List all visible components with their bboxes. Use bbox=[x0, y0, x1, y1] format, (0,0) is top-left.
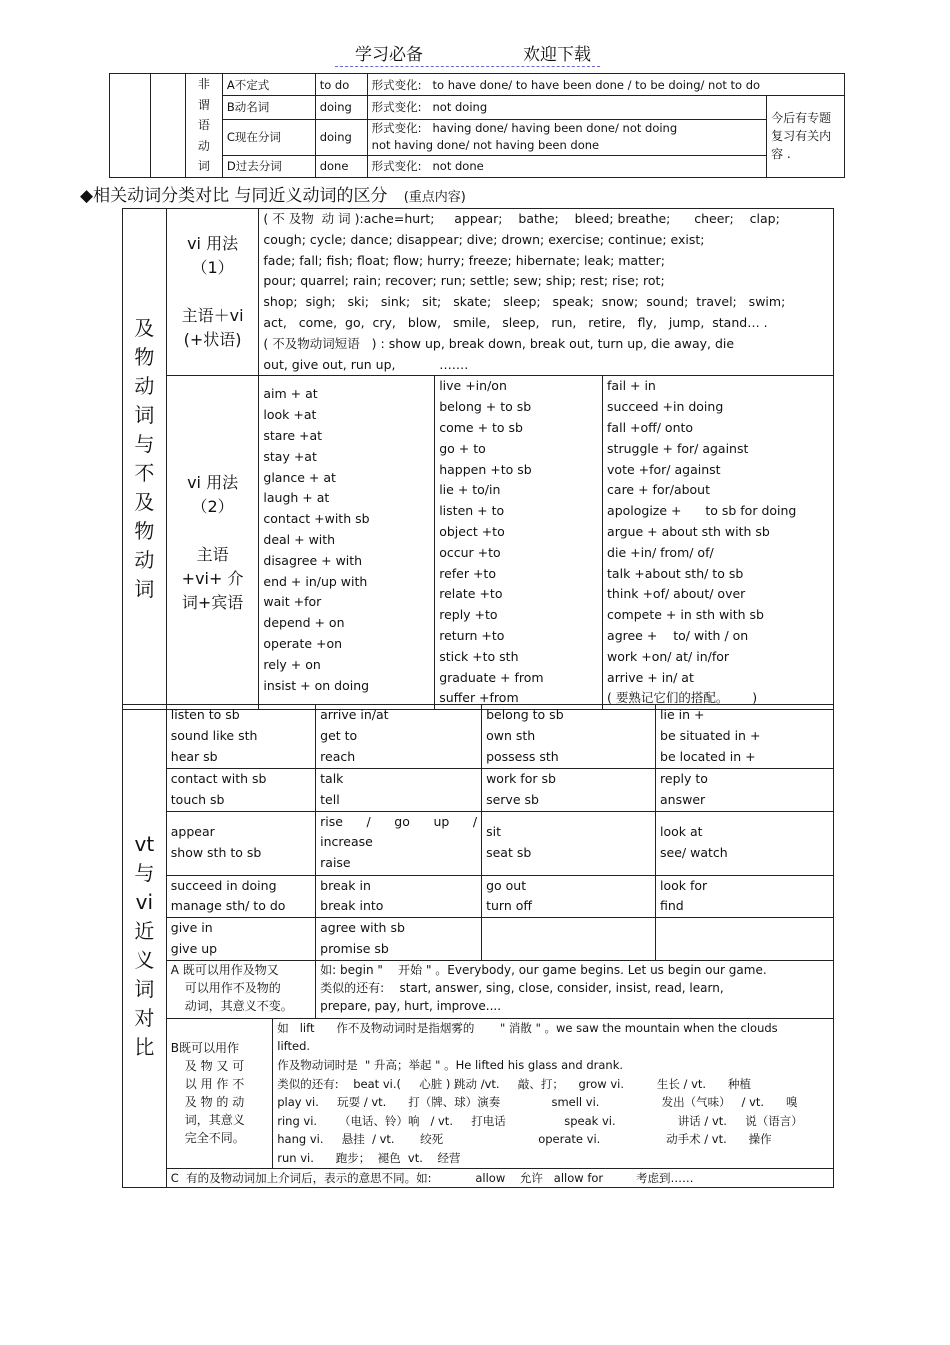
grid-cell: belong to sb own sth possess sth bbox=[482, 705, 656, 769]
list-item: relate +to bbox=[439, 586, 503, 602]
list-item: agree + to/ with / on bbox=[607, 627, 749, 643]
grid-cell: lie in + be situated in + be located in + bbox=[656, 705, 834, 769]
section-title: ◆相关动词分类对比 与同近义动词的区分 (重点内容) bbox=[80, 186, 466, 206]
nonfinite-name: D过去分词 bbox=[222, 155, 315, 177]
header-underline bbox=[335, 66, 600, 67]
list-item: fail + in bbox=[607, 378, 656, 394]
nonfinite-change: 形式变化: to have done/ to have been done / to be doing/ not to do bbox=[367, 74, 844, 96]
grid-cell: give in give up bbox=[166, 918, 315, 961]
list-item: aim + at bbox=[263, 386, 318, 402]
grid-cell: sit seat sb bbox=[482, 811, 656, 875]
grid-cell: appear show sth to sb bbox=[166, 811, 315, 875]
nonfinite-form: to do bbox=[315, 74, 367, 96]
list-item: reply +to bbox=[439, 607, 498, 623]
nonfinite-change: 形式变化: not doing bbox=[367, 96, 766, 120]
list-item: stay +at bbox=[263, 448, 317, 464]
list-item: go + to bbox=[439, 440, 486, 456]
type-a-label: A 既可以用作及物又 可以用作不及物的 动词，其意义不变。 bbox=[166, 960, 315, 1018]
list-item: think +of/ about/ over bbox=[607, 586, 746, 602]
grid-cell: succeed in doing manage sth/ to do bbox=[166, 875, 315, 918]
list-item: fall +off/ onto bbox=[607, 419, 694, 435]
type-a-content: 如: begin " 开始 " 。Everybody, our game begins. Let us begin our game. 类似的还有: start, answer, sing, close, consider, insist, read, learn, prepare, pay, hurt, improve.... bbox=[316, 960, 834, 1018]
grid-cell: look at see/ watch bbox=[656, 811, 834, 875]
list-item: compete + in sth with sb bbox=[607, 607, 764, 623]
list-item: disagree + with bbox=[263, 552, 363, 568]
type-b-content: 如 lift 作不及物动词时是指烟雾的 " 消散 " 。we saw the mountain when the clouds lifted. 作及物动词时是 " 升高；举起 " 。He lifted his glass and drank. 类似的还有: beat vi.( 心脏 ) 跳动 /vt. 敲、打； grow vi. 生长 / vt. 种植 play vi. 玩耍 / vt. 打（牌、球）演奏 smell vi. 发出（气味） / vt. 嗅 ring vi. （电话、铃）响 / vt. 打电话 speak vi. 讲话 / vt. 说（语言） hang vi. 悬挂 / vt. 绞死 operate vi. 动手术 / vt. 操作 run vi. 跑步； 褪色 vt. 经营 bbox=[273, 1018, 834, 1168]
list-item: suffer +from bbox=[439, 690, 519, 706]
part2-vertical-label: vt 与 vi 近 义 词 对 比 bbox=[123, 705, 167, 1188]
header-left: 学习必备 bbox=[355, 45, 423, 65]
nonfinite-label: 非 谓 语 动 词 bbox=[185, 74, 222, 178]
nonfinite-form: doing bbox=[315, 96, 367, 120]
nonfinite-form: doing bbox=[315, 119, 367, 155]
list-item: belong + to sb bbox=[439, 399, 532, 415]
grid-cell bbox=[656, 918, 834, 961]
nonfinite-change: 形式变化: not done bbox=[367, 155, 766, 177]
grid-cell: look for find bbox=[656, 875, 834, 918]
list-item: stare +at bbox=[263, 427, 323, 443]
part1-vertical-label: 及 物 动 词 与 不 及 物 动 词 bbox=[123, 209, 167, 710]
grid-cell bbox=[482, 918, 656, 961]
list-item: glance + at bbox=[263, 469, 336, 485]
list-item: return +to bbox=[439, 627, 505, 643]
list-item: insist + on doing bbox=[263, 677, 370, 693]
vi2-col1 bbox=[259, 376, 435, 710]
vt-vi-table bbox=[122, 704, 834, 1188]
list-item: contact +with sb bbox=[263, 511, 370, 527]
nonfinite-note: 今后有专题复习有关内容 . bbox=[767, 96, 845, 178]
list-item: talk +about sth/ to sb bbox=[607, 565, 744, 581]
vi2-label: vi 用法 （2） 主语 +vi+ 介 词+宾语 bbox=[166, 376, 259, 710]
list-item: listen + to bbox=[439, 503, 505, 519]
blank-cell bbox=[150, 74, 185, 178]
grid-cell: talk tell bbox=[316, 769, 482, 812]
list-item: die +in/ from/ of/ bbox=[607, 544, 714, 560]
list-item: lie + to/in bbox=[439, 482, 501, 498]
grid-cell: rise / go up / increase raise bbox=[316, 811, 482, 875]
list-item: live +in/on bbox=[439, 378, 507, 394]
header-right: 欢迎下载 bbox=[523, 45, 591, 65]
list-item: vote +for/ against bbox=[607, 461, 721, 477]
list-item: happen +to sb bbox=[439, 461, 532, 477]
nonfinite-form: done bbox=[315, 155, 367, 177]
list-item: laugh + at bbox=[263, 490, 330, 506]
list-item: struggle + for/ against bbox=[607, 440, 749, 456]
list-item: graduate + from bbox=[439, 669, 544, 685]
list-item: look +at bbox=[263, 407, 317, 423]
vi-table bbox=[122, 208, 834, 710]
page-header bbox=[0, 40, 950, 64]
list-item: occur +to bbox=[439, 544, 501, 560]
list-item: ( 要熟记它们的搭配。 ) bbox=[607, 690, 758, 706]
list-item: argue + about sth with sb bbox=[607, 523, 770, 539]
nonfinite-change: 形式变化: having done/ having been done/ not doing not having done/ not having been done bbox=[367, 119, 766, 155]
list-item: depend + on bbox=[263, 615, 345, 631]
vi1-content: ( 不 及物 动 词 ):ache=hurt; appear; bathe; bleed; breathe; cheer; clap; cough; cycle; dance; disappear; dive; drown; exercise; continue; exist; fade; fall; fish; float; flow; hurry; freeze; hibernate; leak; matter; pour; quarrel; rain; recover; run; settle; sew; ship; rest; rise; rot; shop; sigh; ski; sink; sit; skate; sleep; speak; snow; sound; travel; swim; act, come, go, cry, blow, smile, sleep, run, retire, fly, jump, stand… . ( 不及物动词短语 ) : show up, break down, break out, turn up, die away, die out, give out, run up, ……. bbox=[259, 209, 834, 376]
grid-cell: agree with sb promise sb bbox=[316, 918, 482, 961]
nonfinite-name: C现在分词 bbox=[222, 119, 315, 155]
grid-cell: contact with sb touch sb bbox=[166, 769, 315, 812]
grid-cell: arrive in/at get to reach bbox=[316, 705, 482, 769]
list-item: succeed +in doing bbox=[607, 399, 724, 415]
list-item: wait +for bbox=[263, 594, 322, 610]
list-item: refer +to bbox=[439, 565, 496, 581]
vi2-col2 bbox=[435, 376, 603, 710]
blank-cell bbox=[110, 74, 151, 178]
nonfinite-name: B动名词 bbox=[222, 96, 315, 120]
list-item: stick +to sth bbox=[439, 648, 519, 664]
grid-cell: go out turn off bbox=[482, 875, 656, 918]
nonfinite-table bbox=[109, 73, 845, 178]
grid-cell: break in break into bbox=[316, 875, 482, 918]
list-item: arrive + in/ at bbox=[607, 669, 694, 685]
vi2-col3 bbox=[603, 376, 834, 710]
list-item: care + for/about bbox=[607, 482, 711, 498]
list-item: rely + on bbox=[263, 656, 321, 672]
type-c-row: C 有的及物动词加上介词后，表示的意思不同。如: allow 允许 allow for 考虑到…… bbox=[166, 1168, 833, 1187]
list-item: work +on/ at/ in/for bbox=[607, 648, 730, 664]
type-b-label: B既可以用作 及 物 又 可 以 用 作 不 及 物 的 动 词，其意义 完全不同。 bbox=[166, 1018, 272, 1168]
list-item: operate +on bbox=[263, 635, 343, 651]
vi1-label: vi 用法 （1） 主语＋vi (+状语) bbox=[166, 209, 259, 376]
grid-cell: work for sb serve sb bbox=[482, 769, 656, 812]
list-item: come + to sb bbox=[439, 419, 523, 435]
list-item: deal + with bbox=[263, 531, 336, 547]
grid-cell: listen to sb sound like sth hear sb bbox=[166, 705, 315, 769]
list-item: end + in/up with bbox=[263, 573, 368, 589]
list-item: apologize + to sb for doing bbox=[607, 503, 797, 519]
list-item: object +to bbox=[439, 523, 505, 539]
grid-cell: reply to answer bbox=[656, 769, 834, 812]
nonfinite-name: A不定式 bbox=[222, 74, 315, 96]
